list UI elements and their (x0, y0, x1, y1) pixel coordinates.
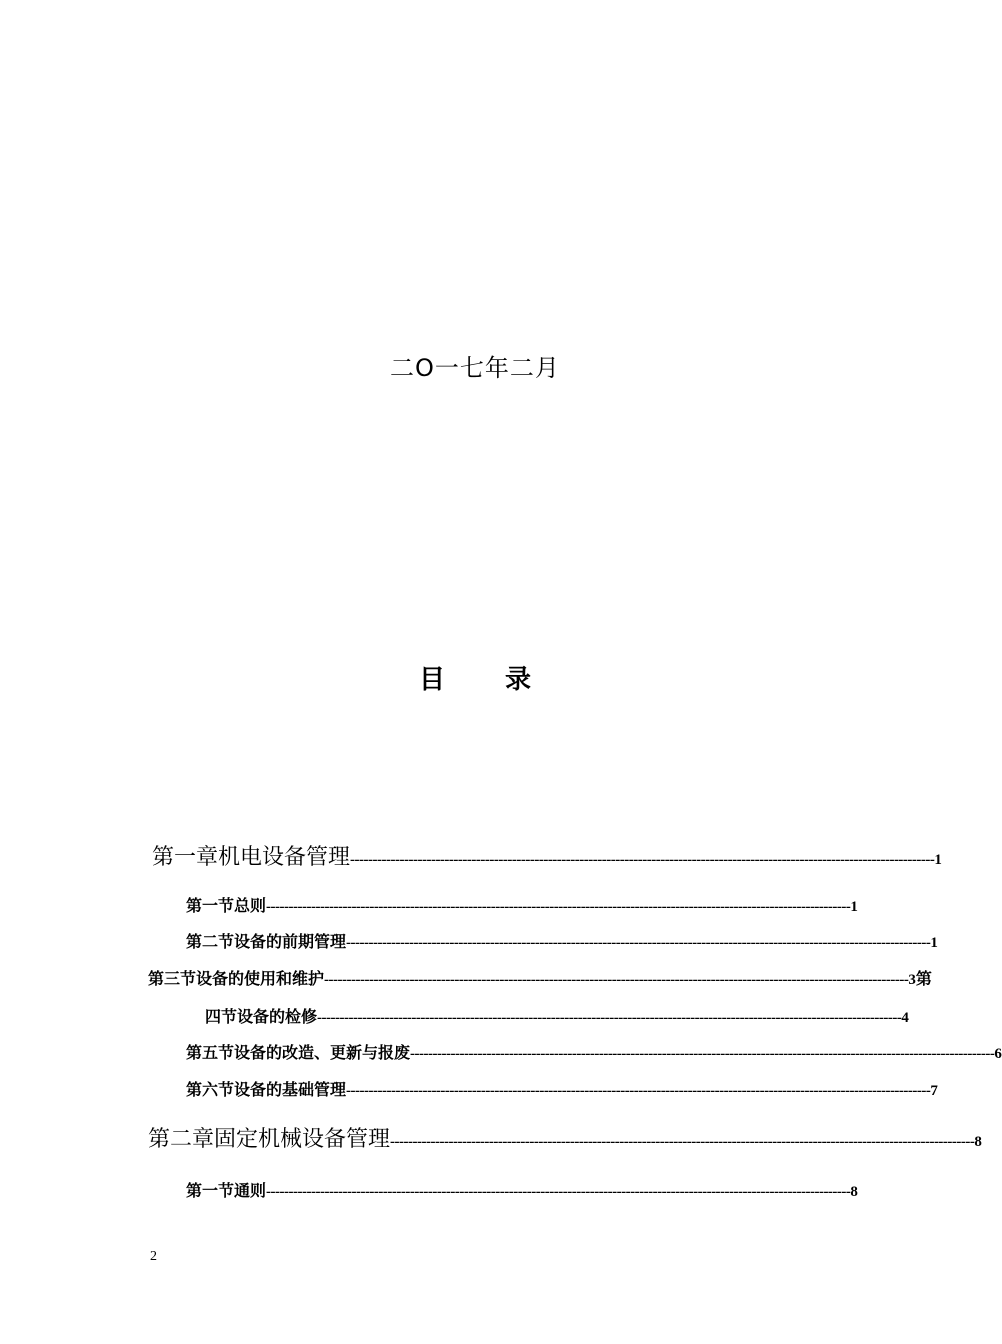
toc-entry-title: 设备的改造、更新与报废 (234, 1043, 411, 1062)
toc-page-number: 3 (908, 972, 916, 988)
toc-leader-dots: ---------------------------------------------------------------------------------------------------------------------------------- (390, 1134, 975, 1150)
toc-entry-title: 设备的使用和维护 (196, 969, 325, 988)
toc-leader-dots: ---------------------------------------------------------------------------------------------------------------------------------- (266, 899, 851, 915)
toc-entry-chapter-2[interactable] (148, 1124, 982, 1156)
toc-entry-title-part-1: 通 (234, 1181, 251, 1200)
toc-entry-trailing: 第 (915, 969, 932, 988)
toc-entry-label: 第一章 (152, 845, 219, 870)
toc-entry-label: 第三节 (148, 969, 197, 988)
toc-entry-label: 第一节 (186, 896, 235, 915)
date-line: 二O一七年二月 (390, 354, 560, 382)
toc-entry-title-part-2: 则 (250, 1181, 267, 1200)
toc-entry-label: 第一节 (186, 1181, 235, 1200)
page-number: 2 (150, 1249, 157, 1264)
toc-leader-dots: ---------------------------------------------------------------------------------------------------------------------------------- (410, 1046, 995, 1062)
toc-title-right: 录 (505, 665, 532, 695)
toc-page-number: 1 (930, 935, 938, 951)
toc-entry-section-6[interactable] (186, 1077, 938, 1103)
toc-leader-dots: ---------------------------------------------------------------------------------------------------------------------------------- (346, 935, 931, 951)
toc-entry-label: 第二节 (186, 932, 235, 951)
toc-entry-section-4[interactable] (205, 1004, 909, 1030)
toc-entry-chapter-1[interactable] (152, 842, 942, 874)
toc-entry-title: 总则 (234, 896, 267, 915)
toc-entry-chapter-2-section-1[interactable] (186, 1178, 858, 1204)
toc-entry-section-5[interactable] (186, 1040, 1002, 1066)
toc-leader-dots: ---------------------------------------------------------------------------------------------------------------------------------- (346, 1083, 931, 1099)
toc-title (0, 660, 950, 700)
toc-entry-label: 第二章 (148, 1127, 215, 1152)
toc-leader-dots: ---------------------------------------------------------------------------------------------------------------------------------- (317, 1010, 902, 1026)
toc-entry-label: 第六节 (186, 1080, 235, 1099)
toc-page-number: 8 (974, 1134, 982, 1150)
toc-page-number: 7 (930, 1083, 938, 1099)
toc-entry-label: 第五节 (186, 1043, 235, 1062)
toc-leader-dots: ---------------------------------------------------------------------------------------------------------------------------------- (324, 972, 909, 988)
toc-entry-title: 设备的检修 (237, 1007, 318, 1026)
toc-page-number: 1 (850, 899, 858, 915)
toc-entry-title: 固定机械设备管理 (214, 1127, 391, 1152)
toc-title-left: 目 (418, 665, 445, 695)
toc-entry-section-1[interactable] (186, 893, 858, 919)
toc-page-number: 4 (901, 1010, 909, 1026)
toc-entry-title: 设备的基础管理 (234, 1080, 347, 1099)
toc-entry-title: 机电设备管理 (218, 845, 351, 870)
toc-entry-label: 四节 (205, 1007, 238, 1026)
toc-page-number: 8 (850, 1184, 858, 1200)
toc-page-number: 6 (994, 1046, 1002, 1062)
toc-leader-dots: ---------------------------------------------------------------------------------------------------------------------------------- (350, 852, 935, 868)
toc-entry-section-2[interactable] (186, 929, 938, 955)
toc-page-number: 1 (934, 852, 942, 868)
toc-entry-section-3[interactable] (148, 966, 932, 992)
toc-entry-title: 设备的前期管理 (234, 932, 347, 951)
toc-leader-dots: ---------------------------------------------------------------------------------------------------------------------------------- (266, 1184, 851, 1200)
